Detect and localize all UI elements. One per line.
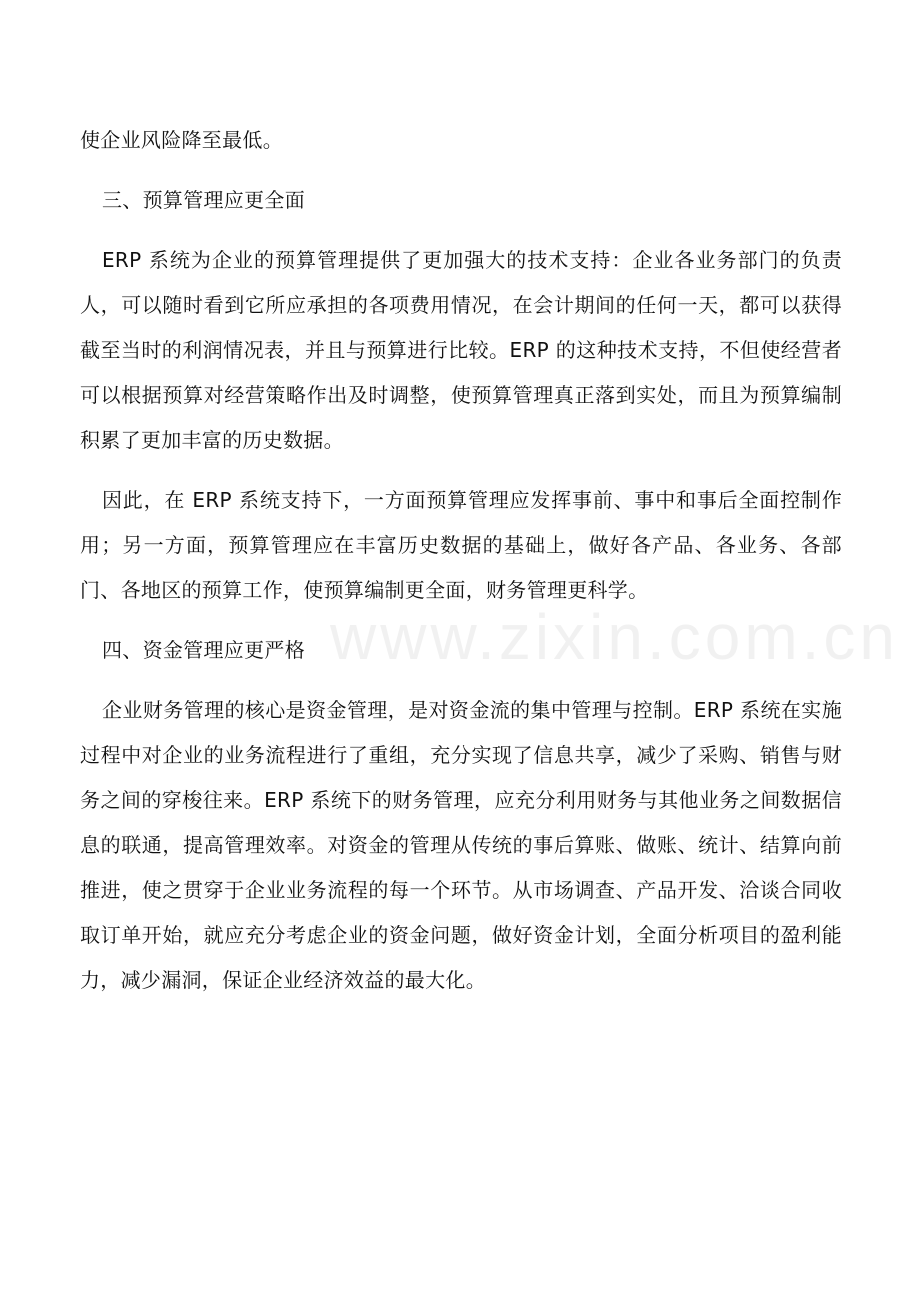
paragraph-gap [80, 673, 842, 688]
paragraph-gap [80, 613, 842, 628]
watermark-text: www.zixin.com.cn [330, 601, 899, 673]
section-heading-funds: 四、资金管理应更严格 [102, 638, 305, 662]
paragraph-budget-control: 因此，在 ERP 系统支持下，一方面预算管理应发挥事前、事中和事后全面控制作用；另一方面，预算管理应在丰富历史数据的基础上，做好各产品、各业务、各部门、各地区的预算工作，使预算编制更全面，财务管理更科学。 [80, 488, 842, 602]
paragraph-continuation: 使企业风险降至最低。 [80, 128, 283, 152]
document-body [80, 118, 842, 1003]
paragraph-gap [80, 223, 842, 238]
paragraph-funds-management: 企业财务管理的核心是资金管理，是对资金流的集中管理与控制。ERP 系统在实施过程中对企业的业务流程进行了重组，充分实现了信息共享，减少了采购、销售与财务之间的穿梭往来。ERP 系统下的财务管理，应充分利用财务与其他业务之间数据信息的联通，提高管理效率。对资金的管理从传统的事后算账、做账、统计、结算向前推进，使之贯穿于企业业务流程的每一个环节。从市场调查、产品开发、洽谈合同收取订单开始，就应充分考虑企业的资金问题，做好资金计划，全面分析项目的盈利能力，减少漏洞，保证企业经济效益的最大化。 [80, 698, 842, 992]
paragraph-gap [80, 463, 842, 478]
paragraph-erp-budget-support: ERP 系统为企业的预算管理提供了更加强大的技术支持：企业各业务部门的负责人，可以随时看到它所应承担的各项费用情况，在会计期间的任何一天，都可以获得截至当时的利润情况表，并且与预算进行比较。ERP 的这种技术支持，不但使经营者可以根据预算对经营策略作出及时调整，使预算管理真正落到实处，而且为预算编制积累了更加丰富的历史数据。 [80, 248, 842, 452]
section-heading-budget: 三、预算管理应更全面 [102, 188, 305, 212]
paragraph-gap [80, 163, 842, 178]
